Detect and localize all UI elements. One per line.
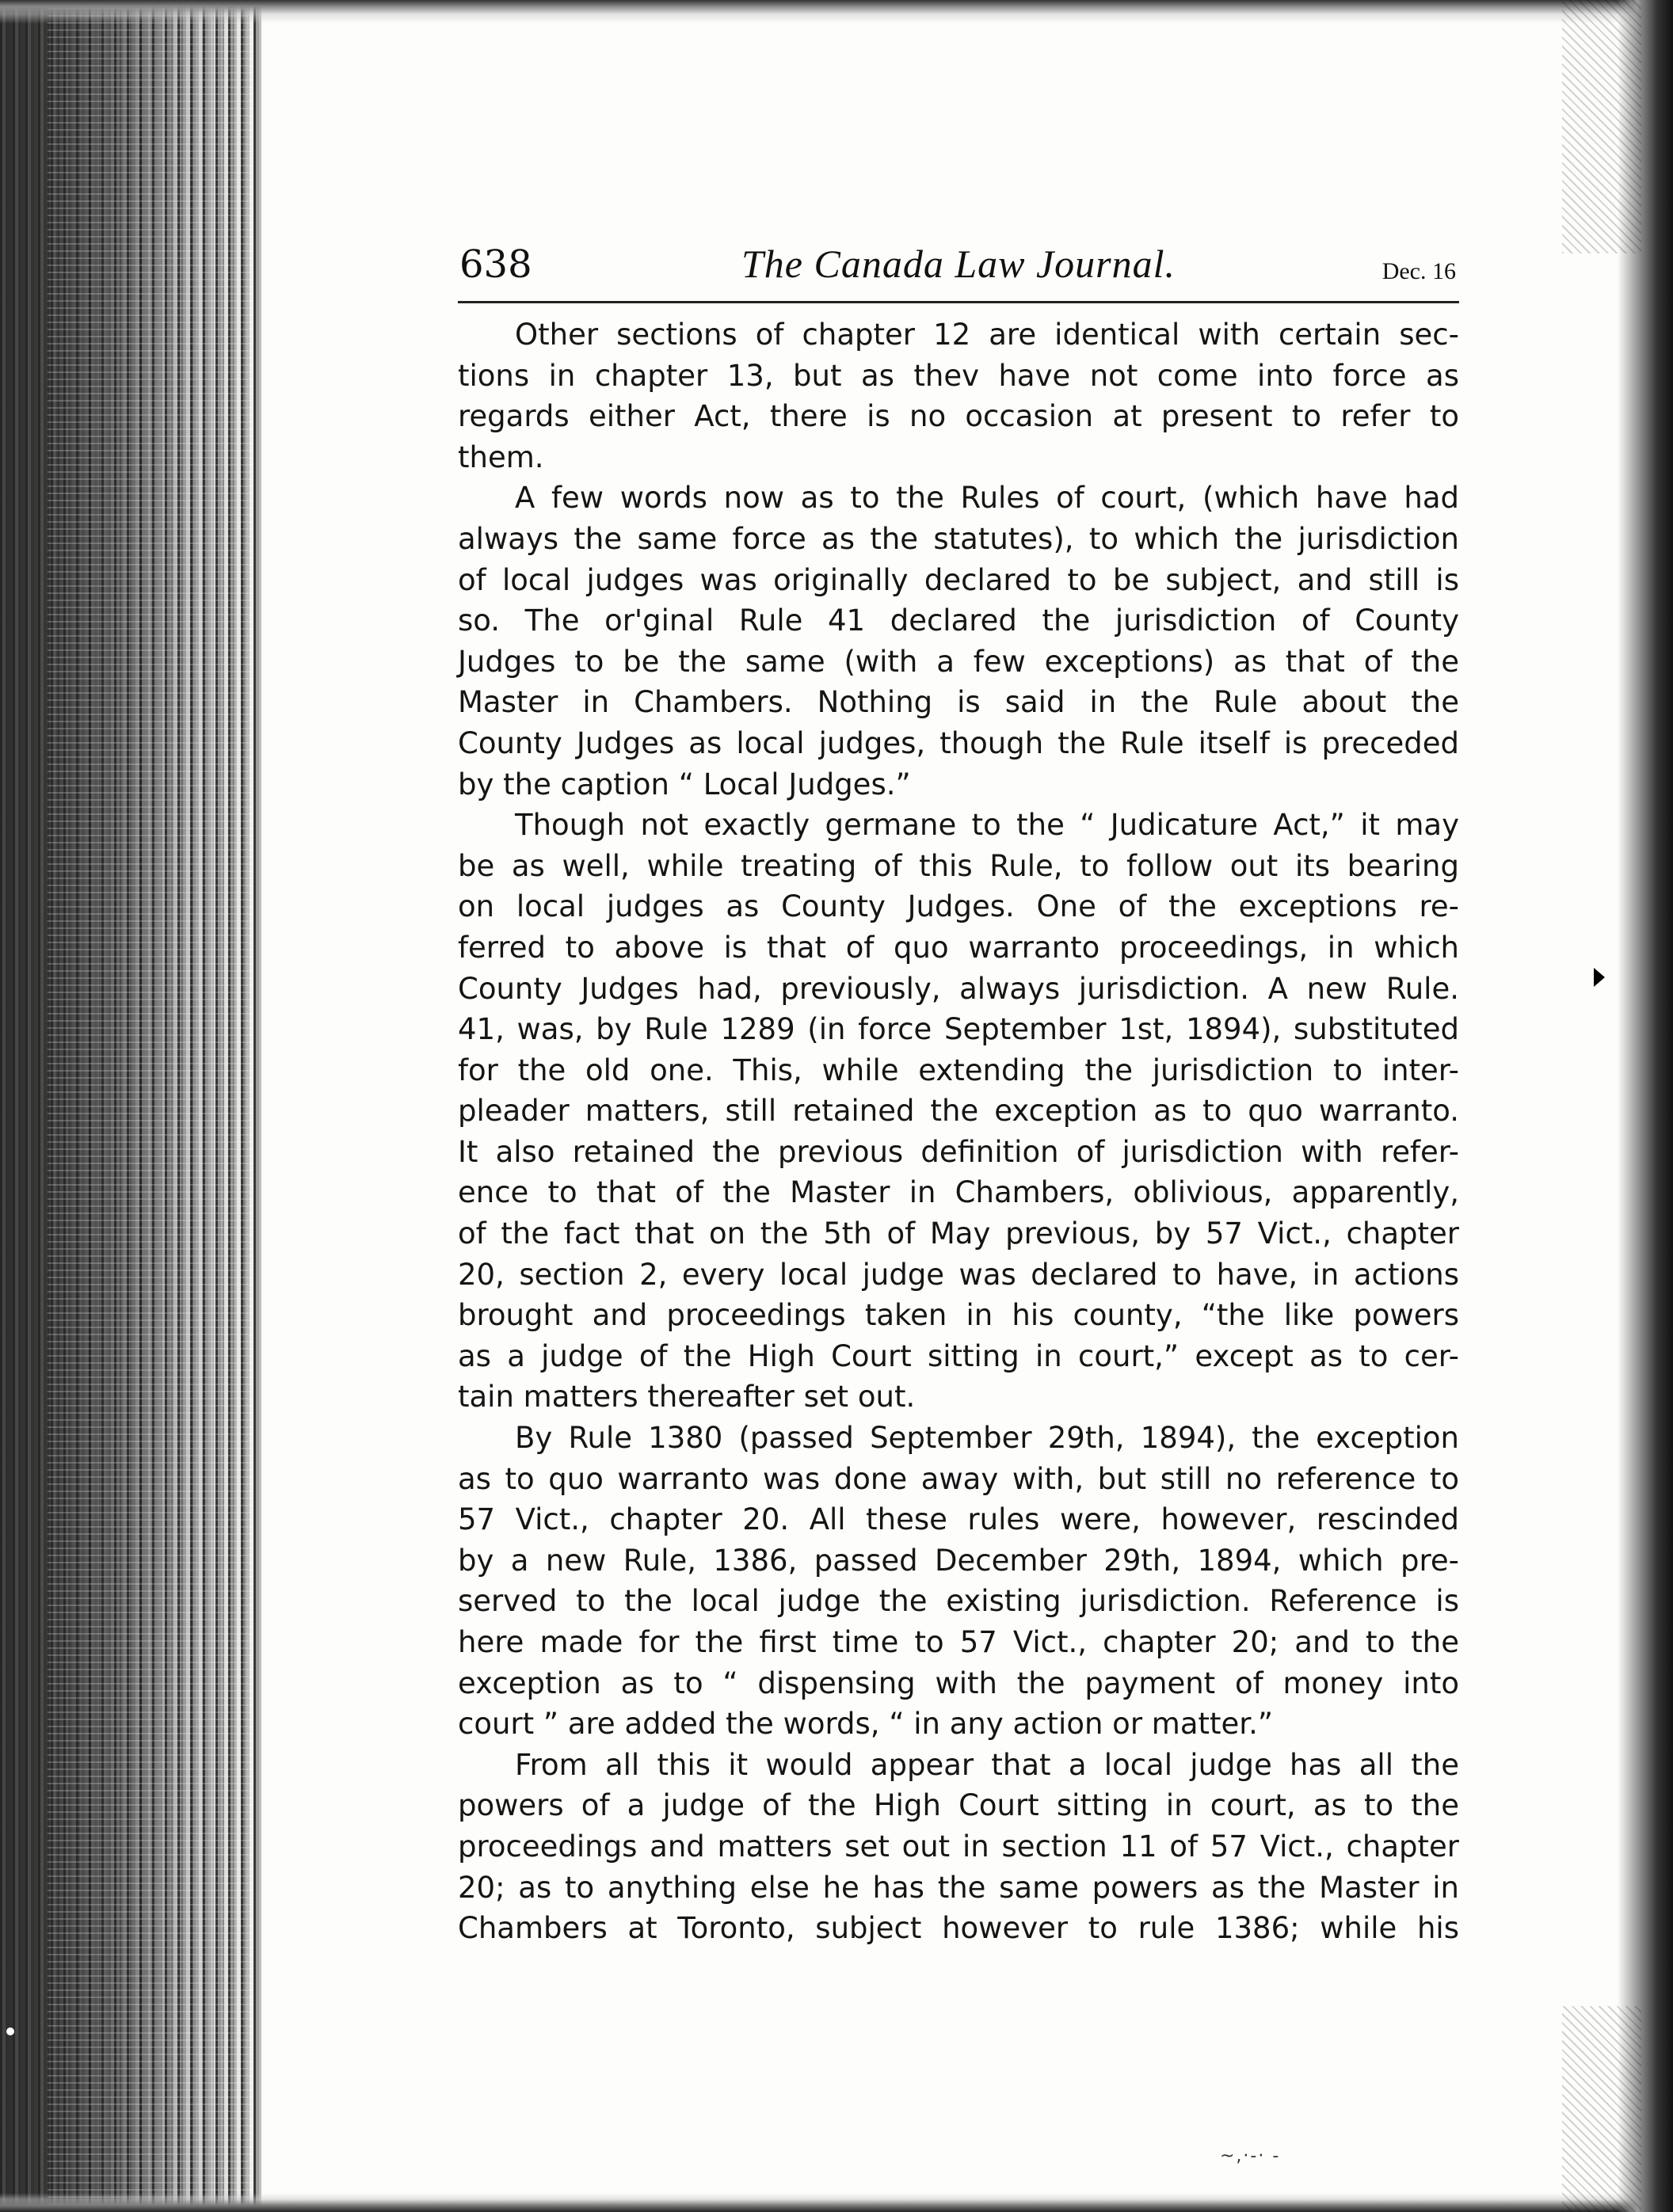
journal-page: [458, 238, 1459, 1949]
text-line: as a judge of the High Court sitting in court,” except as to cer-: [458, 1338, 1459, 1373]
scan-dot-mark: [6, 2027, 14, 2035]
text-line: pleader matters, still retained the exception as to quo warranto.: [458, 1094, 1459, 1129]
text-line: ferred to above is that of quo warranto proceedings, in which: [458, 930, 1459, 965]
text-line: of the fact that on the 5th of May previous, by 57 Vict., chapter: [458, 1216, 1459, 1251]
text-line: It also retained the previous definition of jurisdiction with refer-: [458, 1134, 1459, 1169]
text-line: Chambers at Toronto, subject however to rule 1386; while his: [458, 1911, 1459, 1946]
text-line: served to the local judge the existing jurisdiction. Reference is: [458, 1584, 1459, 1619]
text-line: County Judges had, previously, always jurisdiction. A new Rule.: [458, 971, 1459, 1006]
text-line: of local judges was originally declared to be subject, and still is: [458, 562, 1459, 597]
article-body: [458, 314, 1459, 1949]
text-line: Judges to be the same (with a few exceptions) as that of the: [458, 644, 1459, 679]
text-line: ence to that of the Master in Chambers, oblivious, apparently,: [458, 1175, 1459, 1210]
binding-grain: [48, 0, 253, 2212]
text-line: them.: [458, 440, 544, 474]
scan-edge-bottom: [0, 2193, 1673, 2212]
text-line: 20, section 2, every local judge was declared to have, in actions: [458, 1257, 1459, 1292]
text-line: court ” are added the words, “ in any action or matter.”: [458, 1707, 1274, 1742]
text-line: by the caption “ Local Judges.”: [458, 767, 911, 801]
text-line: brought and proceedings taken in his county, “the like powers: [458, 1298, 1459, 1333]
text-line: regards either Act, there is no occasion at present to refer to: [458, 399, 1459, 434]
text-line: be as well, while treating of this Rule, to follow out its bearing: [458, 848, 1459, 883]
text-line: Though not exactly germane to the “ Judicature Act,” it may: [515, 808, 1459, 843]
text-line: proceedings and matters set out in section 11 of 57 Vict., chapter: [458, 1829, 1459, 1864]
scan-edge-right: [1618, 0, 1673, 2212]
page-number: 638: [459, 242, 532, 287]
scan-edge-top: [0, 0, 1673, 24]
text-line: County Judges as local judges, though the Rule itself is preceded: [458, 725, 1459, 760]
text-line: Master in Chambers. Nothing is said in the Rule about the: [458, 685, 1459, 720]
text-line: tain matters thereafter set out.: [458, 1380, 916, 1414]
text-line: 20; as to anything else he has the same powers as the Master in: [458, 1870, 1459, 1905]
text-line: 41, was, by Rule 1289 (in force September 1st, 1894), substituted: [458, 1012, 1459, 1047]
text-line: by a new Rule, 1386, passed December 29th, 1894, which pre-: [458, 1543, 1459, 1578]
footer-stray-mark: ~,·‐· -: [1220, 2146, 1281, 2166]
text-line: always the same force as the statutes), to which the jurisdiction: [458, 521, 1459, 556]
text-line: 57 Vict., chapter 20. All these rules were, however, rescinded: [458, 1502, 1459, 1537]
text-line: exception as to “ dispensing with the payment of money into: [458, 1666, 1459, 1700]
text-line: By Rule 1380 (passed September 29th, 1894), the exception: [515, 1421, 1459, 1456]
scan-noise-top-right: [1562, 0, 1641, 253]
text-line: Other sections of chapter 12 are identical with certain sec-: [515, 318, 1459, 352]
text-line: for the old one. This, while extending the jurisdiction to inter-: [458, 1053, 1459, 1087]
page-header: [458, 238, 1459, 303]
text-line: From all this it would appear that a local judge has all the: [515, 1747, 1459, 1782]
margin-arrow-mark: [1594, 968, 1605, 987]
scan-noise-bottom-right: [1562, 2006, 1641, 2212]
journal-title: The Canada Law Journal.: [741, 242, 1176, 286]
text-line: on local judges as County Judges. One of the exceptions re-: [458, 889, 1459, 924]
text-line: tions in chapter 13, but as thev have not come into force as: [458, 358, 1459, 393]
text-line: as to quo warranto was done away with, but still no reference to: [458, 1461, 1459, 1496]
text-line: A few words now as to the Rules of court, (which have had: [515, 481, 1459, 516]
text-line: so. The or'ginal Rule 41 declared the jurisdiction of County: [458, 603, 1459, 638]
issue-date: Dec. 16: [1381, 258, 1456, 284]
text-line: powers of a judge of the High Court sitting in court, as to the: [458, 1788, 1459, 1823]
text-line: here made for the first time to 57 Vict., chapter 20; and to the: [458, 1625, 1459, 1659]
